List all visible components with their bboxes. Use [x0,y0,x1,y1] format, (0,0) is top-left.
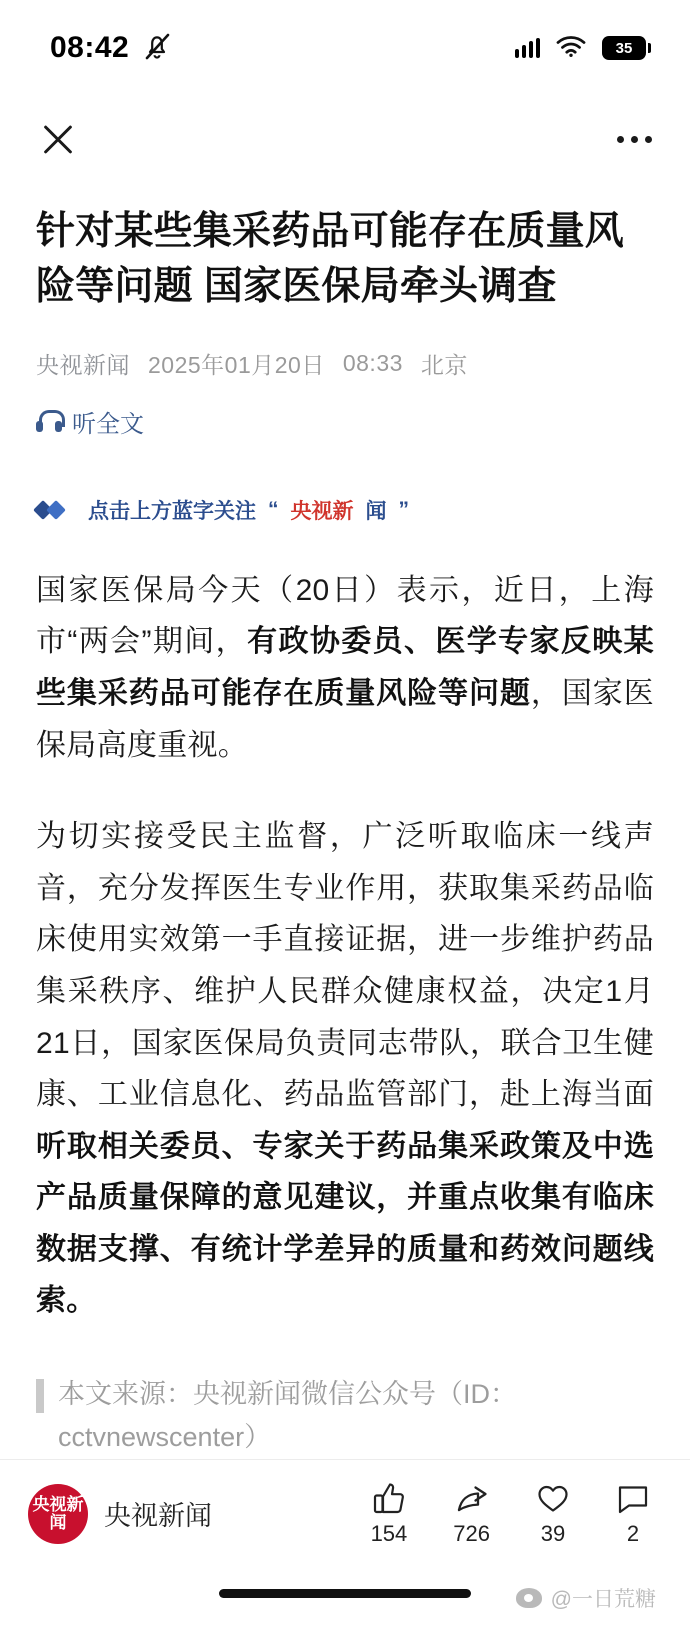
article-content [0,182,690,1459]
status-bar-left [50,31,171,66]
like-button[interactable] [371,1481,408,1547]
listen-label: 听全文 [72,410,144,438]
comment-bubble-icon [616,1481,650,1515]
status-clock: 08:42 [50,31,130,64]
paragraph-1-text-b: ，国家医保局高度重视。 [36,676,654,762]
bell-slash-icon [143,31,171,66]
battery-level-label: 35 [615,39,633,57]
article-time: 08:33 [342,349,403,376]
comment-count: 2 [626,1520,640,1546]
action-buttons [371,1481,650,1547]
share-count: 726 [453,1520,490,1546]
account-block[interactable] [28,1484,212,1544]
paragraph-1-text-a: 国家医保局今天（20日）表示，近日，上海市“两会”期间， [36,573,654,659]
cellular-signal-icon [515,38,540,58]
status-bar [0,0,690,96]
follow-prompt-brand-blue: 闻 [365,499,387,523]
wifi-icon [556,35,586,62]
follow-prompt-quote-open: “ [268,497,279,521]
paragraph-2-text-a: 为切实接受民主监督，广泛听取临床一线声音，充分发挥医生专业作用，获取集采药品临床使用实效第一手直接证据，进一步维护药品集采秩序、维护人民群众健康权益，决定1月21日，国家医保局负责同志带队，联合卫生健康、工业信息化、药品监管部门，赴上海当面 [36,820,654,1112]
article-source: 央视新闻 [36,351,130,378]
watermark-text: @一日荒糖 [550,1588,656,1612]
follow-prompt[interactable] [36,495,654,525]
like-count: 154 [370,1520,408,1546]
follow-prompt-quote-close: ” [398,497,409,521]
listen-full-text-button[interactable] [36,404,144,439]
close-icon[interactable] [36,117,80,161]
article-date: 2025年01月20日 [148,351,325,378]
thumbs-up-icon [372,1481,406,1515]
paragraph-1-bold: 有政协委员、医学专家反映某些集采药品可能存在质量风险等问题 [36,625,654,710]
follow-prompt-brand-red: 央视新 [290,499,354,523]
avatar: 央视新闻 [28,1484,88,1544]
article-paragraph-2 [36,811,654,1327]
favorite-count: 39 [540,1520,566,1546]
comment-button[interactable] [616,1481,650,1547]
source-note-text: 本文来源：央视新闻微信公众号（ID：cctvnewscenter） [58,1379,517,1453]
follow-prompt-lead: 点击上方蓝字关注 [88,499,256,523]
diamond-logo-icon [36,498,76,522]
weibo-icon [516,1588,542,1608]
article-location: 北京 [420,351,468,378]
article-paragraph-1 [36,565,654,771]
battery-icon [602,36,646,60]
headphones-icon [36,410,62,432]
bottom-action-bar [0,1459,690,1567]
status-bar-right [515,35,646,62]
more-options-icon[interactable] [617,126,652,153]
navigation-bar [0,96,690,182]
heart-icon [536,1481,570,1515]
share-arrow-icon [455,1481,489,1515]
footer-zone [0,1567,690,1645]
share-button[interactable] [453,1481,490,1547]
favorite-button[interactable] [536,1481,570,1547]
account-name: 央视新闻 [104,1501,212,1532]
article-source-note [36,1373,654,1459]
quote-bar [36,1379,44,1413]
watermark [516,1583,656,1613]
page-title: 针对某些集采药品可能存在质量风险等问题 国家医保局牵头调查 [36,210,625,309]
paragraph-2-bold: 听取相关委员、专家关于药品集采政策及中选产品质量保障的意见建议，并重点收集有临床数据支撑、有统计学差异的质量和药效问题线索。 [36,1129,654,1318]
home-indicator[interactable] [219,1589,471,1598]
article-meta [36,347,654,380]
